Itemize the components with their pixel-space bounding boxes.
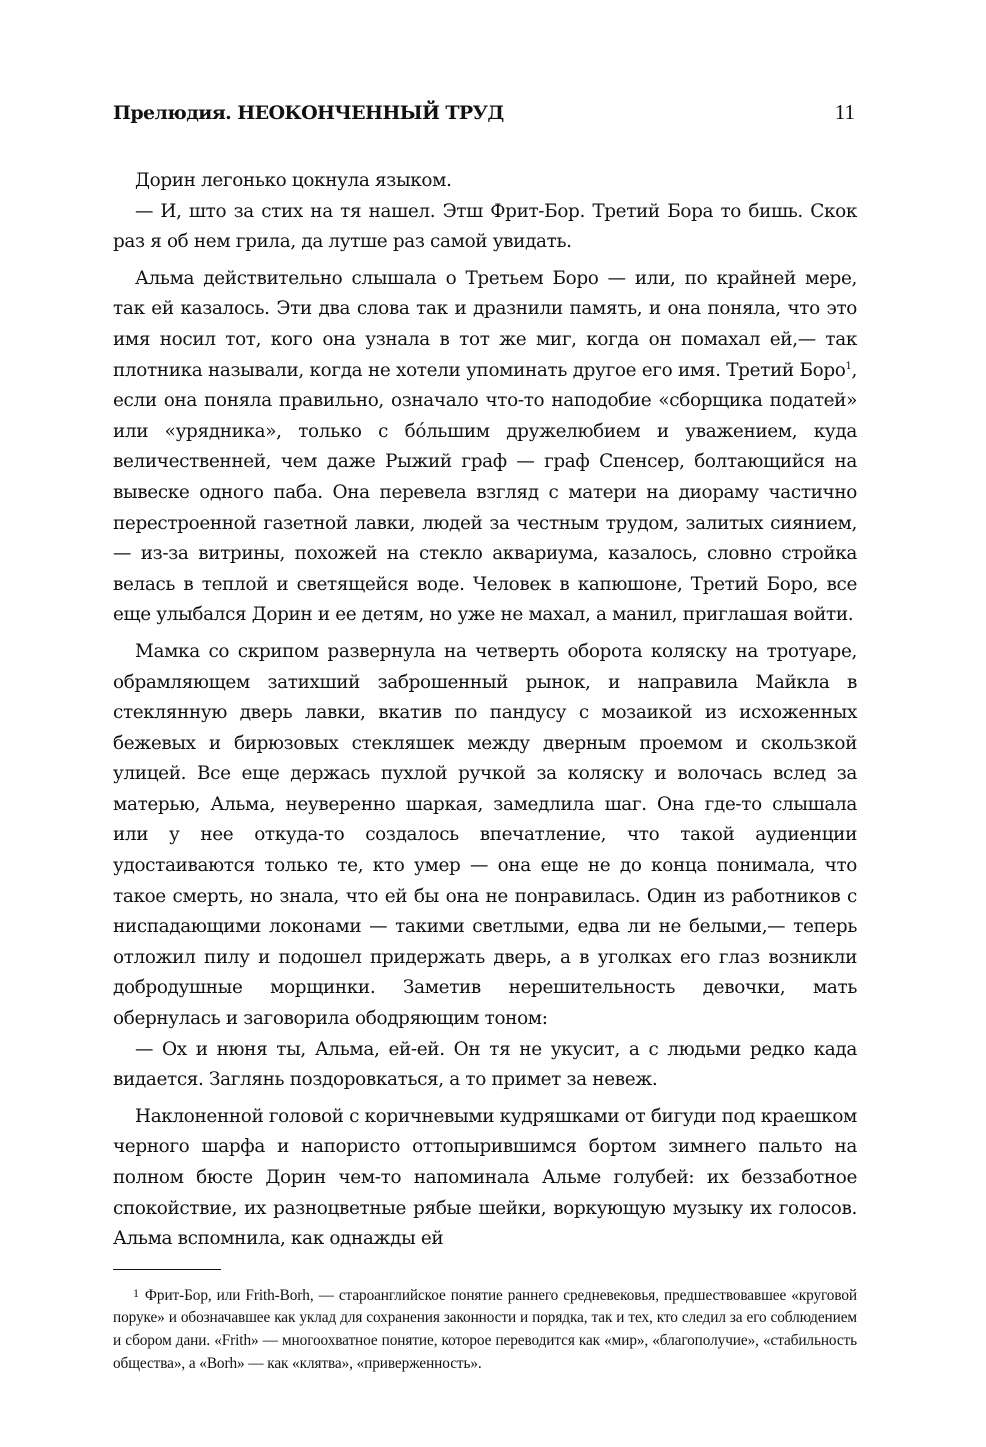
paragraph: — И, што за стих на тя нашел. Этш Фрит-Бор. Третий Бора то бишь. Скок раз я об нем грила, да лутше раз самой увидать.	[113, 200, 857, 253]
footnote-text: Фрит-Бор, или Frith-Borh, — староанглийское понятие раннего средневековья, предшествовавшее «круговой поруке» и обозначавшее как уклад для сохранения законности и порядка, так и тех, кто следил за его соблюдением и сбором дани. «Frith» — многоохватное понятие, которое переводится как «мир», «благополучие», «стабильность общества», а «Borh» — как «клятва», «приверженность».	[113, 1286, 857, 1372]
paragraph: Дорин легонько цокнула языком.	[135, 170, 452, 191]
paragraph: Наклоненной головой с коричневыми кудряшками от бигуди под краешком черного шарфа и напористо оттопырившимся бортом зимнего пальто на полном бюсте Дорин чем-то напоминала Альме голубей: их беззаботное спокойствие, их разноцветные рябые шейки, воркующую музыку их голосов. Альма вспомнила, как однажды ей	[113, 1105, 857, 1250]
paragraph-text: Альма действительно слышала о Третьем Боро — или, по крайней мере, так ей казалось. Эти два слова так и дразнили память, и она поняла, что это имя носил тот, кого она узнала в тот же миг, когда он помахал ей,— так плотника называли, когда не хотели упоминать другое его имя. Третий Боро	[113, 267, 857, 381]
footnote-marker: 1	[133, 1285, 139, 1300]
paragraph: Мамка со скрипом развернула на четверть оборота коляску на тротуаре, обрамляющем затихший заброшенный рынок, и направила Майкла в стеклянную дверь лавки, вкатив по пандусу с мозаикой из исхоженных бежевых и бирюзовых стекляшек между дверным проемом и скользкой улицей. Все еще держась пухлой ручкой за коляску и волочась вслед за матерью, Альма, неуверенно шаркая, замедлила шаг. Она где-то слышала или у нее откуда-то создалось впечатление, что такой аудиенции удостаиваются только те, кто умер — она еще не до конца понимала, что такое смерть, но знала, что ей бы она не понравилась. Один из работников с ниспадающими локонами — такими светлыми, едва ли не белыми,— теперь отложил пилу и подошел придержать дверь, а в уголках его глаз возникли добродушные морщинки. Заметив нерешительность девочки, мать обернулась и заговорила ободряющим тоном:	[113, 640, 857, 1030]
paragraph	[113, 264, 857, 631]
book-page	[113, 100, 857, 1375]
page-number: 11	[834, 100, 855, 124]
footnote-reference[interactable]: 1	[845, 360, 852, 372]
running-head	[113, 100, 857, 150]
footnote-divider	[113, 1269, 221, 1270]
footnote	[113, 1282, 857, 1375]
paragraph: — Ох и нюня ты, Альма, ей-ей. Он тя не укусит, а с людьми редко када видается. Заглянь поздоровкаться, а то примет за невеж.	[113, 1038, 857, 1091]
paragraph-text: , если она поняла правильно, означало что-то наподобие «сборщика податей» или «урядника», только с бо́льшим дружелюбием и уважением, куда величественней, чем даже Рыжий граф — граф Спенсер, болтающийся на вывеске одного паба. Она перевела взгляд с матери на диораму частично перестроенной газетной лавки, людей за честным трудом, залитых сиянием,— из-за витрины, похожей на стекло аквариума, казалось, словно стройка велась в теплой и светящейся воде. Человек в капюшоне, Третий Боро, все еще улыбался Дорин и ее детям, но уже не махал, а манил, приглашая войти.	[113, 359, 857, 626]
body-text	[113, 166, 857, 1255]
chapter-title: Прелюдия. НЕОКОНЧЕННЫЙ ТРУД	[113, 102, 504, 124]
